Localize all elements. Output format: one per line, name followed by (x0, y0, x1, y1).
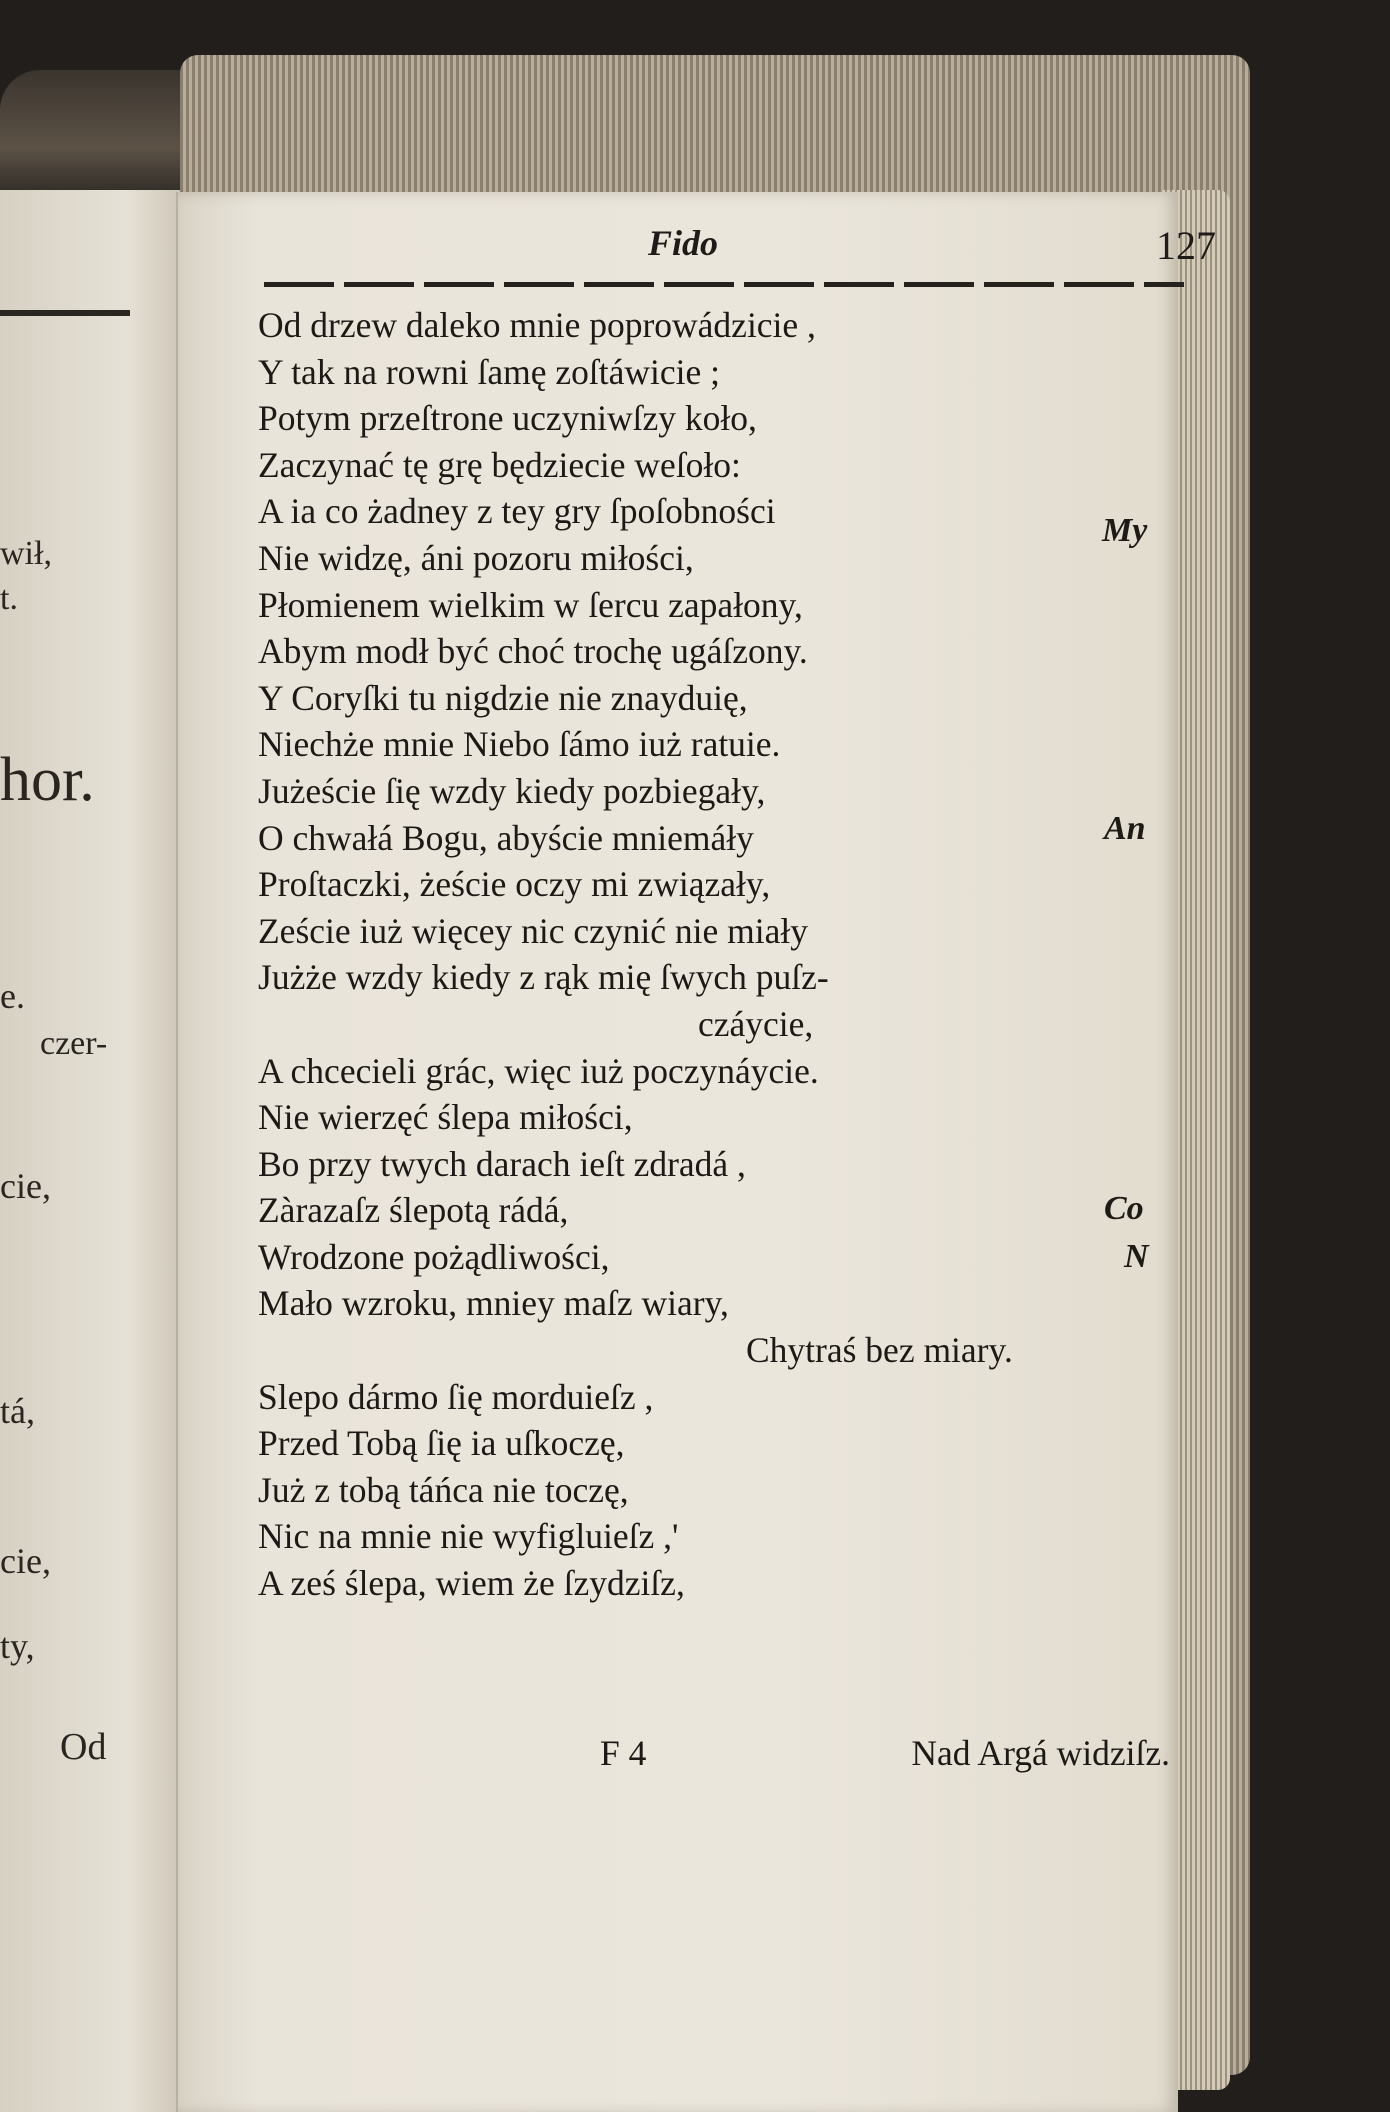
verse-line: Nie wierzęć ślepa miłości, (258, 1097, 633, 1138)
verse-line: Płomienem wielkim w ſercu zapałony, (258, 584, 803, 625)
margin-fragment: Od (60, 1726, 107, 1768)
verse-line: Jużeście ſię wzdy kiedy pozbiegały, (258, 770, 766, 811)
verse-line: Zàrazaſz ślepotą rádá, (258, 1190, 569, 1231)
previous-page-rule (0, 310, 130, 316)
next-page-fragment: N (1124, 1238, 1149, 1275)
current-page (176, 192, 1216, 2112)
verse-line: Zaczynać tę grę będziecie weſoło: (258, 444, 741, 485)
verse-line: A ześ ślepa, wiem że ſzydziſz, (258, 1563, 685, 1604)
margin-fragment: czer- (40, 1025, 108, 1062)
verse-line: Przed Tobą ſię ia uſkoczę, (258, 1423, 625, 1464)
margin-fragment: ty, (0, 1626, 35, 1666)
margin-fragment: cie, (0, 1541, 51, 1581)
margin-fragment: t. (0, 580, 18, 617)
verse-line: Już z tobą táńca nie toczę, (258, 1469, 629, 1510)
margin-fragment: hor. (0, 746, 95, 814)
verse-line: Niechże mnie Niebo ſámo iuż ratuie. (258, 724, 781, 765)
verse-line: O chwałá Bogu, abyście mniemáły (258, 817, 754, 858)
next-page-fragment: My (1102, 512, 1148, 549)
verse-line: A ia co żadney z tey gry ſpoſobności (258, 491, 776, 532)
verse-line: Jużże wzdy kiedy z rąk mię ſwych puſz- (258, 957, 829, 998)
signature-mark: F 4 (600, 1733, 647, 1773)
verse-line: Y tak na rowni ſamę zoſtáwicie ; (258, 351, 720, 392)
verse-line: Mało wzroku, mniey maſz wiary, (258, 1283, 729, 1324)
previous-page (0, 190, 180, 2112)
margin-fragment: tá, (0, 1391, 35, 1431)
verse-line: Od drzew daleko mnie poprowádzicie , (258, 305, 816, 345)
margin-fragment: e. (0, 976, 25, 1016)
verse-line: Y Coryſki tu nigdzie nie znayduię, (258, 677, 748, 718)
footer-line (258, 1732, 1170, 1780)
verse-line: Zeście iuż więcey nic czynić nie miały (258, 910, 808, 951)
next-page-fragment: An (1104, 810, 1146, 847)
verse-line: Abym modł być choć trochę ugáſzony. (258, 631, 808, 672)
verse-line: Nic na mnie nie wyfigluieſz ,' (258, 1516, 679, 1557)
running-head: Fido (648, 223, 719, 263)
margin-fragment: wił, (0, 535, 52, 572)
verse-line: Wrodzone pożądliwości, (258, 1236, 610, 1277)
verse-text (258, 302, 1138, 1607)
verse-line: Proſtaczki, żeście oczy mi związały, (258, 864, 771, 905)
page-number: 127 (1156, 223, 1216, 268)
next-page-fragment: Co (1104, 1190, 1144, 1227)
verse-line-turnover: czáycie, (698, 1003, 814, 1044)
verse-line: Nie widzę, áni pozoru miłości, (258, 537, 694, 578)
verse-line: Potym przeſtrone uczyniwſzy koło, (258, 398, 757, 439)
catchword: Nad Argá widziſz. (911, 1733, 1170, 1773)
verse-line: Bo przy twych darach ieſt zdradá , (258, 1143, 746, 1184)
verse-line-indented: Chytraś bez miary. (746, 1330, 1013, 1371)
margin-fragment: cie, (0, 1166, 51, 1206)
verse-line: A chcecieli grác, więc iuż poczynáycie. (258, 1050, 819, 1091)
header-rule (264, 282, 1184, 287)
verse-line: Slepo dármo ſię morduieſz , (258, 1376, 654, 1417)
